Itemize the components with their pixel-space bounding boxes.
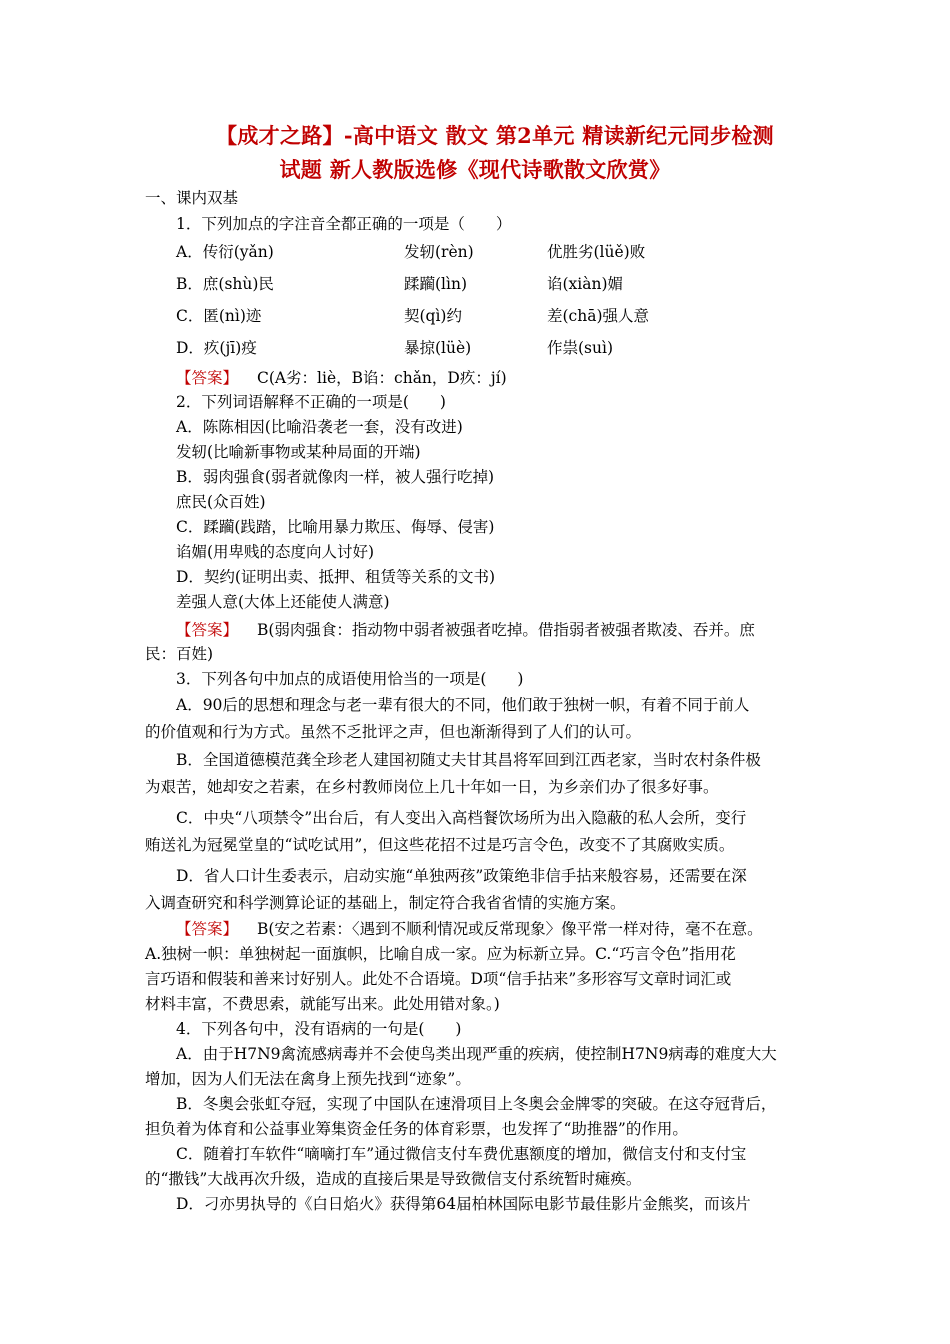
q4-option-d: D．刁亦男执导的《白日焰火》获得第64届柏林国际电影节最佳影片金熊奖，而该片 xyxy=(176,1195,751,1213)
q2-line-3: B．弱肉强食(弱者就像肉一样，被人强行吃掉) xyxy=(176,468,494,486)
q1-option-d-2: 暴掠(lüè) xyxy=(404,339,472,357)
q1-option-c-1: C．匿(nì)迹 xyxy=(176,307,262,325)
q4-option-a-cont: 增加，因为人们无法在禽身上预先找到“迹象”。 xyxy=(145,1070,471,1088)
q1-stem: 1．下列加点的字注音全都正确的一项是（ ） xyxy=(176,215,512,233)
q1-option-a-1: A．传衍(yǎn) xyxy=(176,243,274,261)
q2-line-5: C．蹂躏(践踏，比喻用暴力欺压、侮辱、侵害) xyxy=(176,518,495,536)
q4-option-c: C．随着打车软件“嘀嘀打车”通过微信支付车费优惠额度的增加，微信支付和支付宝 xyxy=(176,1145,747,1163)
answer-tag: 【答案】 xyxy=(176,920,239,938)
q2-line-2: 发轫(比喻新事物或某种局面的开端) xyxy=(176,443,421,461)
q3-answer-line-3: 言巧语和假装和善来讨好别人。此处不合语境。D项“信手拈来”多形容写文章时词汇或 xyxy=(145,970,732,988)
q4-option-b-cont: 担负着为体育和公益事业筹集资金任务的体育彩票，也发挥了“助推器”的作用。 xyxy=(145,1120,688,1138)
section-heading: 一、课内双基 xyxy=(145,189,239,207)
answer-tag: 【答案】 xyxy=(176,621,239,639)
q4-option-c-cont: 的“撒钱”大战再次升级，造成的直接后果是导致微信支付系统暂时瘫痪。 xyxy=(145,1170,642,1188)
q2-stem: 2．下列词语解释不正确的一项是( ) xyxy=(176,393,446,411)
answer-text: B(安之若素：〈遇到不顺利情况或反常现象〉像平常一样对待，毫不在意。 xyxy=(256,920,763,938)
q4-option-b: B．冬奥会张虹夺冠，实现了中国队在速滑项目上冬奥会金牌零的突破。在这夺冠背后， xyxy=(176,1095,777,1113)
q2-line-8: 差强人意(大体上还能使人满意) xyxy=(176,593,390,611)
q3-option-d: D．省人口计生委表示，启动实施“单独两孩”政策绝非信手拈来般容易，还需要在深 xyxy=(176,867,747,885)
q2-line-4: 庶民(众百姓) xyxy=(176,493,266,511)
q1-option-d-1: D．疚(jī)疫 xyxy=(176,339,257,357)
q1-option-c-3: 差(chā)强人意 xyxy=(547,307,649,325)
q1-option-b-2: 蹂躏(lìn) xyxy=(404,275,467,293)
q4-stem: 4．下列各句中，没有语病的一句是( ) xyxy=(176,1020,462,1038)
q2-line-1: A．陈陈相因(比喻沿袭老一套，没有改进) xyxy=(176,418,463,436)
answer-text: C(A劣：liè，B谄：chǎn，D疚：jí) xyxy=(256,369,507,387)
q3-option-a-cont: 的价值观和行为方式。虽然不乏批评之声，但也渐渐得到了人们的认可。 xyxy=(145,723,642,741)
document-title-line2: 试题 新人教版选修《现代诗歌散文欣赏》 xyxy=(279,157,671,182)
q1-option-a-3: 优胜劣(lüě)败 xyxy=(547,243,646,261)
q1-option-c-2: 契(qì)约 xyxy=(404,307,462,325)
q3-answer-line-2: A.独树一帜：单独树起一面旗帜，比喻自成一家。应为标新立异。C.“巧言令色”指用花 xyxy=(145,945,736,963)
q1-answer xyxy=(176,368,507,388)
q3-answer-line-4: 材料丰富，不费思索，就能写出来。此处用错对象。) xyxy=(145,995,500,1013)
answer-text: B(弱肉强食：指动物中弱者被强者吃掉。借指弱者被强者欺凌、吞并。庶 xyxy=(256,621,755,639)
q1-option-b-1: B．庶(shù)民 xyxy=(176,275,274,293)
q3-option-c-cont: 贿送礼为冠冕堂皇的“试吃试用”，但这些花招不过是巧言令色，改变不了其腐败实质。 xyxy=(145,836,735,854)
q3-stem: 3．下列各句中加点的成语使用恰当的一项是( ) xyxy=(176,670,524,688)
q2-answer xyxy=(176,620,755,640)
q3-option-d-cont: 入调查研究和科学测算论证的基础上，制定符合我省省情的实施方案。 xyxy=(145,894,626,912)
q2-answer-cont: 民：百姓) xyxy=(145,645,214,663)
q2-line-7: D．契约(证明出卖、抵押、租赁等关系的文书) xyxy=(176,568,496,586)
document-title-line1: 【成才之路】-高中语文 散文 第2单元 精读新纪元同步检测 xyxy=(216,123,774,148)
q3-option-c: C．中央“八项禁令”出台后，有人变出入高档餐饮场所为出入隐蔽的私人会所，变行 xyxy=(176,809,747,827)
q3-option-a: A．90后的思想和理念与老一辈有很大的不同，他们敢于独树一帜，有着不同于前人 xyxy=(176,696,750,714)
q2-line-6: 谄媚(用卑贱的态度向人讨好) xyxy=(176,543,375,561)
q3-answer xyxy=(176,919,763,939)
q1-option-d-3: 作祟(suì) xyxy=(547,339,613,357)
q1-option-b-3: 谄(xiàn)媚 xyxy=(547,275,624,293)
q3-option-b: B．全国道德模范龚全珍老人建国初随丈夫甘其昌将军回到江西老家，当时农村条件极 xyxy=(176,751,761,769)
q4-option-a: A．由于H7N9禽流感病毒并不会使鸟类出现严重的疾病，使控制H7N9病毒的难度大大 xyxy=(176,1045,777,1063)
answer-tag: 【答案】 xyxy=(176,369,239,387)
q3-option-b-cont: 为艰苦，她却安之若素，在乡村教师岗位上几十年如一日，为乡亲们办了很多好事。 xyxy=(145,778,719,796)
q1-option-a-2: 发轫(rèn) xyxy=(404,243,474,261)
